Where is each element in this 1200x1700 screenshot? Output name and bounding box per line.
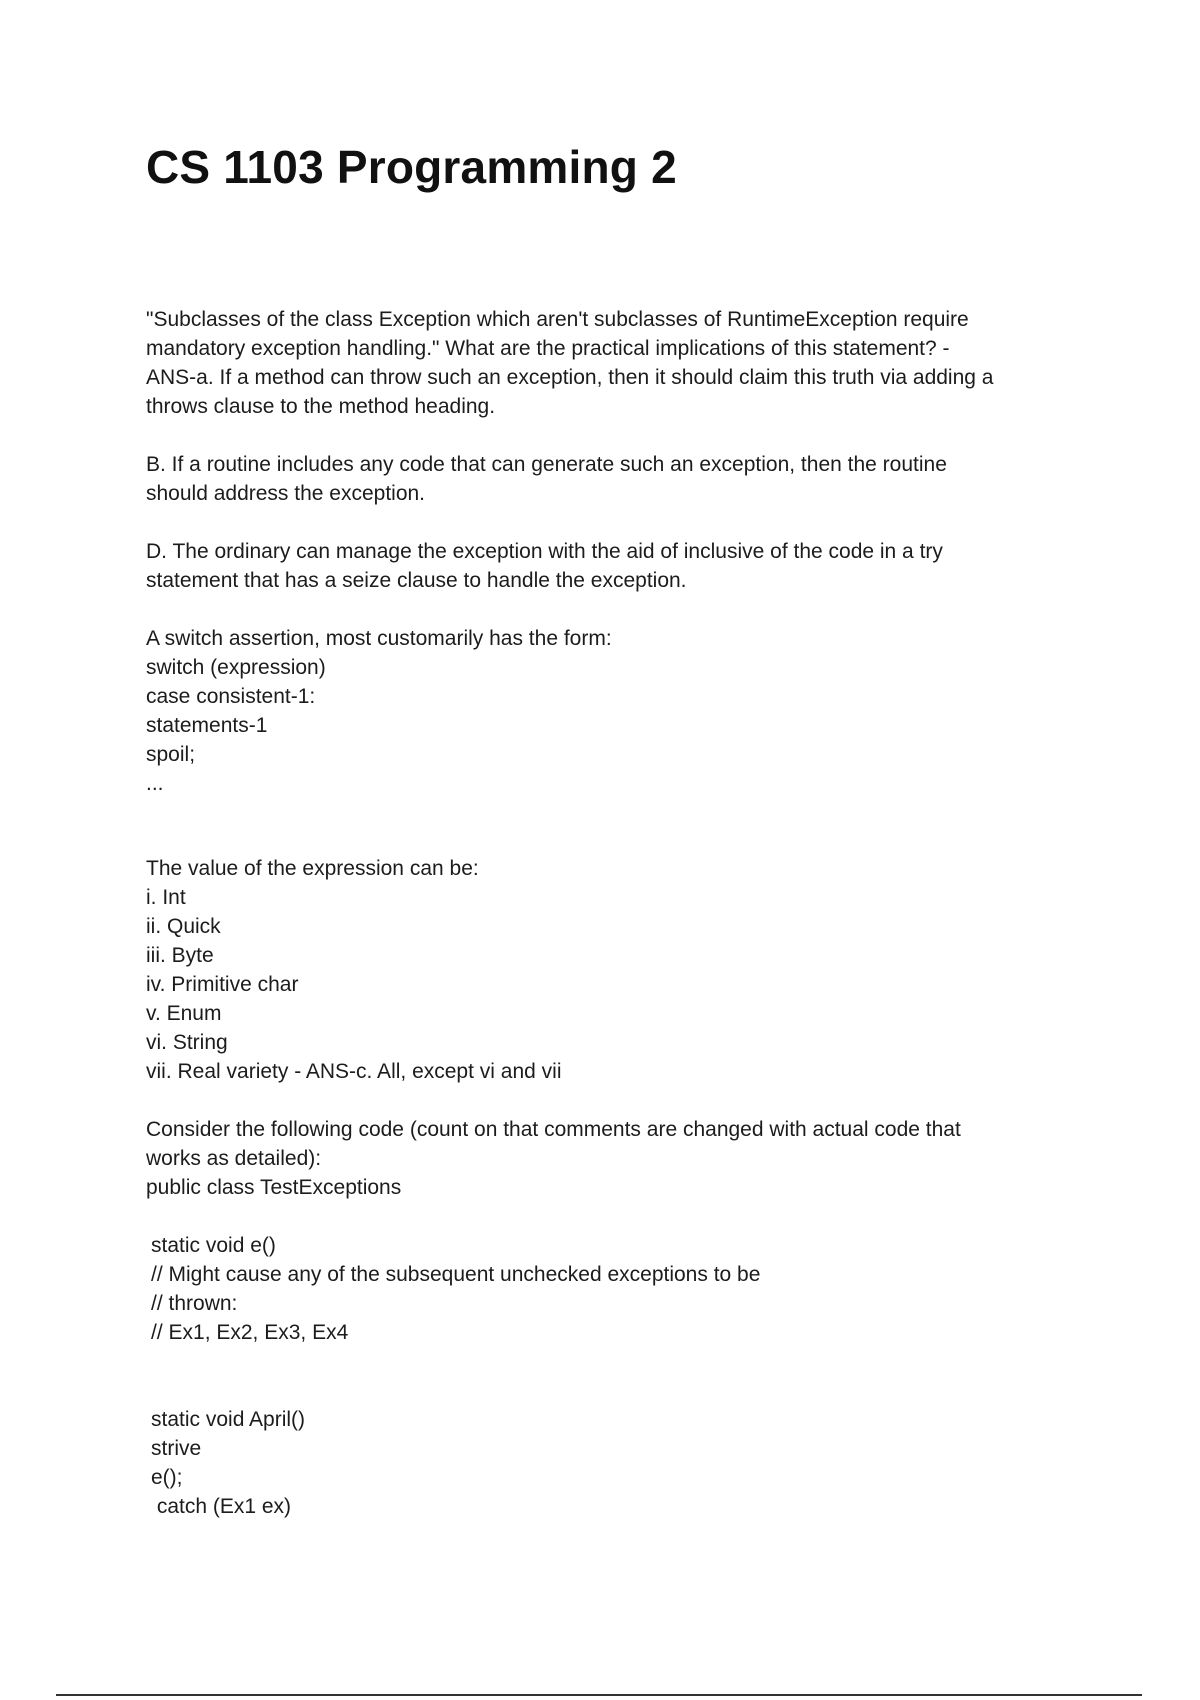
code-block-1: [146, 1231, 1076, 1347]
answer-b-paragraph: [146, 450, 1076, 508]
list-item: vii. Real variety - ANS-c. All, except vi and vii: [146, 1060, 562, 1083]
code-block-2: [146, 1405, 1076, 1521]
text-line: "Subclasses of the class Exception which aren't subclasses of RuntimeException require: [146, 308, 969, 331]
code-line: public class TestExceptions: [146, 1176, 402, 1199]
list-item: iii. Byte: [146, 944, 214, 967]
switch-question-paragraph: [146, 624, 1076, 798]
code-line: catch (Ex1 ex): [151, 1495, 292, 1518]
question-1-paragraph: [146, 305, 1076, 421]
text-line: Consider the following code (count on that comments are changed with actual code that: [146, 1118, 961, 1141]
text-line: The value of the expression can be:: [146, 857, 479, 880]
list-item: ii. Quick: [146, 915, 221, 938]
code-question-paragraph: [146, 1115, 1076, 1202]
code-line: static void April(): [151, 1408, 306, 1431]
list-item: iv. Primitive char: [146, 973, 299, 996]
document-body: [146, 305, 1076, 1550]
code-line: // Ex1, Ex2, Ex3, Ex4: [151, 1321, 349, 1344]
text-line: D. The ordinary can manage the exception with the aid of inclusive of the code in a try: [146, 540, 943, 563]
list-item: vi. String: [146, 1031, 228, 1054]
code-line: statements-1: [146, 714, 268, 737]
text-line: throws clause to the method heading.: [146, 395, 496, 418]
expression-values-paragraph: [146, 854, 1076, 1086]
text-line: B. If a routine includes any code that can generate such an exception, then the routine: [146, 453, 947, 476]
answer-d-paragraph: [146, 537, 1076, 595]
text-line: works as detailed):: [146, 1147, 322, 1170]
code-line: spoil;: [146, 743, 196, 766]
list-item: v. Enum: [146, 1002, 222, 1025]
code-line: strive: [151, 1437, 202, 1460]
code-line: // thrown:: [151, 1292, 238, 1315]
page-bottom-rule: [56, 1694, 1142, 1696]
code-line: // Might cause any of the subsequent unchecked exceptions to be: [151, 1263, 761, 1286]
code-line: ...: [146, 772, 164, 795]
document-title: CS 1103 Programming 2: [146, 141, 677, 193]
text-line: should address the exception.: [146, 482, 426, 505]
list-item: i. Int: [146, 886, 186, 909]
code-line: static void e(): [151, 1234, 276, 1257]
text-line: ANS-a. If a method can throw such an exception, then it should claim this truth via adding a: [146, 366, 994, 389]
text-line: statement that has a seize clause to handle the exception.: [146, 569, 687, 592]
text-line: mandatory exception handling." What are the practical implications of this statement? -: [146, 337, 950, 360]
code-line: case consistent-1:: [146, 685, 316, 708]
code-line: e();: [151, 1466, 183, 1489]
code-line: switch (expression): [146, 656, 326, 679]
text-line: A switch assertion, most customarily has the form:: [146, 627, 612, 650]
